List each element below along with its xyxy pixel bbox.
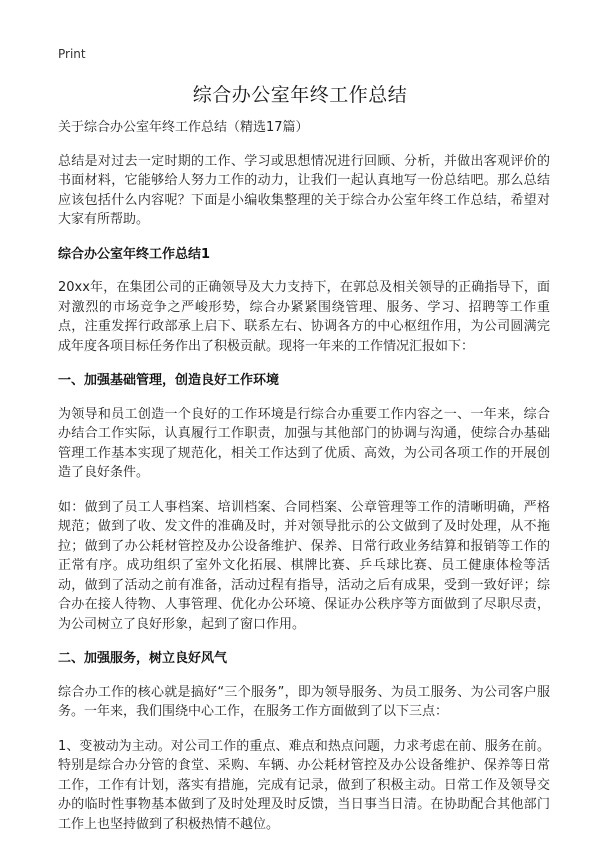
section-heading: 综合办公室年终工作总结1 [58, 246, 211, 262]
part-heading-1: 一、加强基础管理，创造良好工作环境 [58, 373, 280, 388]
part1-paragraph-2: 如：做到了员工人事档案、培训档案、合同档案、公章管理等工作的清晰明确，严格规范；做到了收、发文件的准确及时，并对领导批示的公文做到了及时处理，从不拖拉；做到了办公耗材管控及办公设备维护、保养、日常行政业务结算和报销等工作的正常有序。成功组织了室外文化拓展、棋牌比赛、乒乓球比赛、员工健康体检等活动，做到了活动之前有准备，活动过程有指导，活动之后有成果，受到一致好评；综合办在接人待物、人事管理、优化办公环境、保证办公秩序等方面做到了尽职尽责，为公司树立了良好形象，起到了窗口作用。 [58, 499, 550, 632]
part1-paragraph-1: 为领导和员工创造一个良好的工作环境是行综合办重要工作内容之一、一年来，综合办结合工作实际，认真履行工作职责，加强与其他部门的协调与沟通，使综合办基础管理工作基本实现了规范化，相关工作达到了优质、高效，为公司各项工作的开展创造了良好条件。 [58, 406, 550, 480]
part2-paragraph-1: 综合办工作的核心就是搞好“三个服务”，即为领导服务、为员工服务、为公司客户服务。一年来，我们围绕中心工作，在服务工作方面做到了以下三点： [58, 684, 550, 719]
part-heading-2: 二、加强服务，树立良好风气 [58, 651, 228, 666]
print-link[interactable]: Print [58, 47, 86, 61]
intro-paragraph: 总结是对过去一定时期的工作、学习或思想情况进行回顾、分析，并做出客观评价的书面材料，它能够给人努力工作的动力，让我们一起认真地写一份总结吧。那么总结应该包括什么内容呢？下面是小编收集整理的关于综合办公室年终工作总结，希望对大家有所帮助。 [58, 153, 550, 227]
page-title: 综合办公室年终工作总结 [192, 84, 408, 106]
section-paragraph: 20xx年，在集团公司的正确领导及大力支持下，在郭总及相关领导的正确指导下，面对激烈的市场竞争之严峻形势，综合办紧紧围绕管理、服务、学习、招聘等工作重点，注重发挥行政部承上启下、联系左右、协调各方的中心枢纽作用，为公司圆满完成年度各项目标任务作出了积极贡献。现将一年来的工作情况汇报如下： [58, 280, 550, 354]
document-subtitle: 关于综合办公室年终工作总结（精选17篇） [58, 120, 309, 135]
part2-paragraph-2: 1、变被动为主动。对公司工作的重点、难点和热点问题，力求考虑在前、服务在前。特别是综合办分管的食堂、采购、车辆、办公耗材管控及办公设备维护、保养等日常工作，工作有计划，落实有措施，完成有记录，做到了积极主动。日常工作及领导交办的临时性事物基本做到了及时处理及时反馈，当日事当日清。在协助配合其他部门工作上也坚持做到了积极热情不越位。 [58, 738, 550, 832]
document-body [58, 118, 550, 849]
